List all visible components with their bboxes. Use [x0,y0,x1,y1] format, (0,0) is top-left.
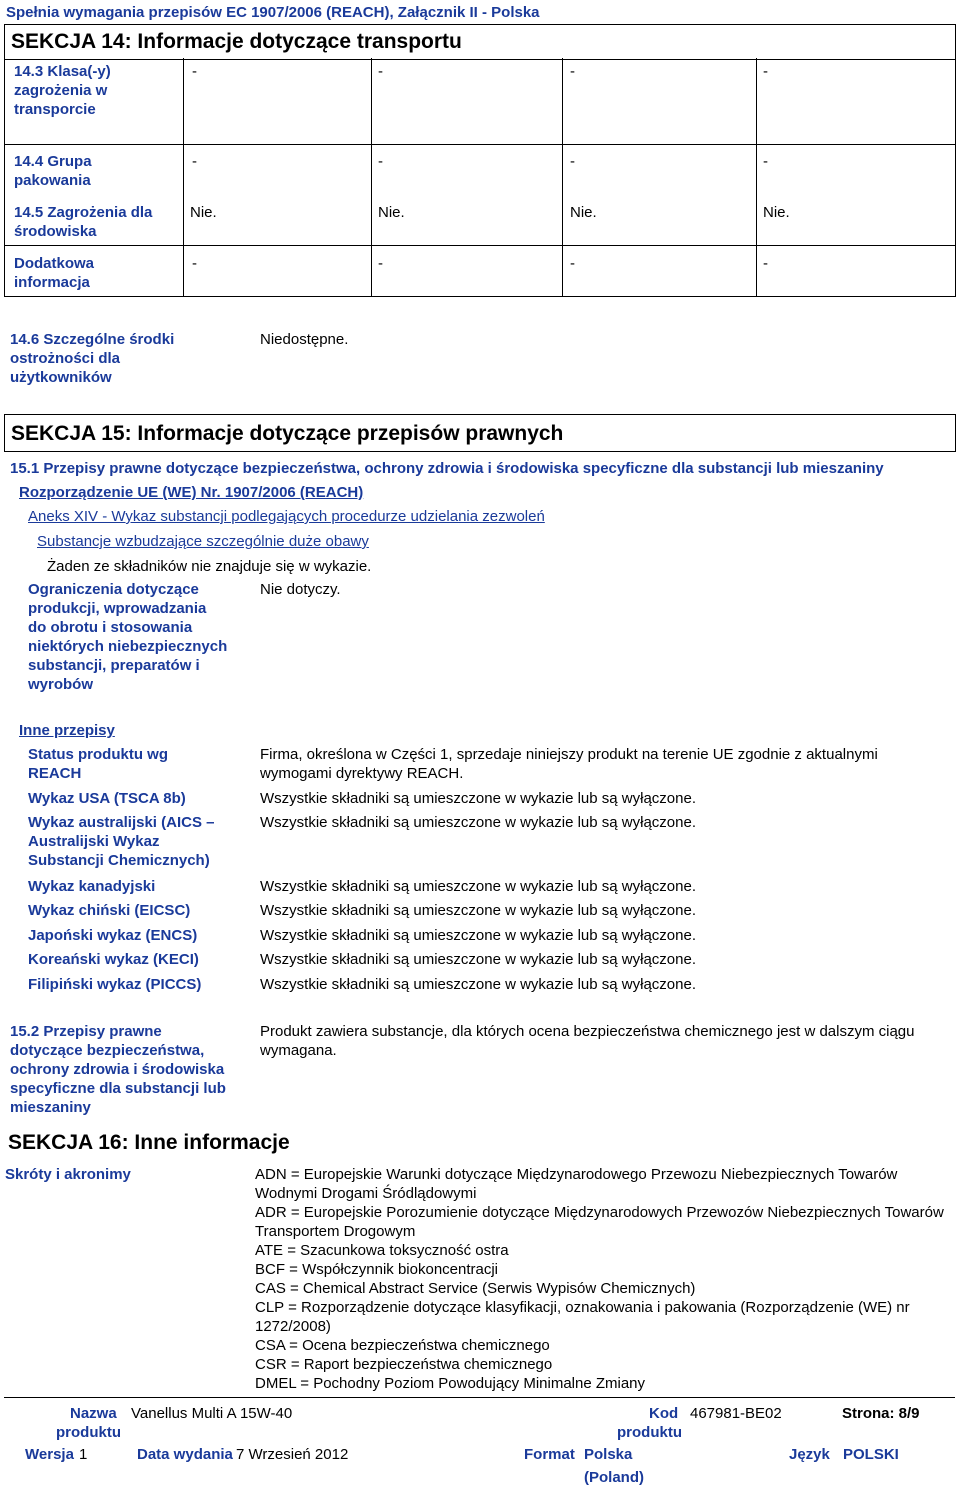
cell: - [192,153,197,170]
cell: - [570,255,575,272]
cell: - [192,63,197,80]
row-14-4-label: 14.4 Grupa pakowania [14,153,92,189]
philippines-label: Filipiński wykaz (PICCS) [28,976,202,993]
footer-product-name: Vanellus Multi A 15W-40 [131,1405,293,1422]
korea-label: Koreański wykaz (KECI) [28,951,199,968]
restrictions-label: Ograniczenia dotyczące produkcji, wprowadzania do obrotu i stosowania niektórych niebezpiecznych substancji, preparatów i wyrobów [28,581,228,693]
china-label: Wykaz chiński (EICSC) [28,902,191,919]
cell: - [763,255,768,272]
abbr-item: CSA = Ocena bezpieczeństwa chemicznego [255,1337,550,1354]
footer-product-code: 467981-BE02 [690,1405,782,1422]
row-additional-label: Dodatkowa informacja [14,255,95,291]
row-14-3-label: 14.3 Klasa(-y) zagrożenia w transporcie [14,63,111,118]
cell: - [378,63,383,80]
footer-name-label-2: produktu [56,1424,121,1441]
cell: - [192,255,197,272]
section-15-2-label: 15.2 Przepisy prawne dotyczące bezpieczeństwa, ochrony zdrowia i środowiska specyficzne dla substancji lub mieszaniny [10,1023,226,1116]
cell: - [570,63,575,80]
abbr-item: ADN = Europejskie Warunki dotyczące Międzynarodowego Przewozu Niebezpiecznych Towarów Wodnymi Drogami Śródlądowymi [255,1166,898,1202]
cell: Nie. [378,204,405,221]
tsca-label: Wykaz USA (TSCA 8b) [28,790,186,807]
section-16-title: SEKCJA 16: Inne informacje [8,1131,290,1154]
footer-code-label-2: produktu [617,1424,682,1441]
restrictions-value: Nie dotyczy. [260,581,341,598]
footer-format-value-1: Polska [584,1446,633,1463]
japan-label: Japoński wykaz (ENCS) [28,927,198,944]
footer-date-label: Data wydania [137,1446,233,1463]
canada-value: Wszystkie składniki są umieszczone w wykazie lub są wyłączone. [260,878,696,895]
section-15-1-heading: 15.1 Przepisy prawne dotyczące bezpieczeństwa, ochrony zdrowia i środowiska specyficzne dla substancji lub mieszaniny [10,460,884,477]
reach-status-label: Status produktu wg REACH [28,746,168,782]
aics-label: Wykaz australijski (AICS – Australijski Wykaz Substancji Chemicznych) [28,814,215,869]
svhc-none: Żaden ze składników nie znajduje się w wykazie. [47,558,372,575]
cell: - [763,153,768,170]
abbr-item: CAS = Chemical Abstract Service (Serwis Wypisów Chemicznych) [255,1280,696,1297]
section-15-title-box [4,414,956,452]
footer-language-label: Język [789,1446,830,1463]
footer-version-value: 1 [79,1446,88,1463]
korea-value: Wszystkie składniki są umieszczone w wykazie lub są wyłączone. [260,951,696,968]
footer-format-value-2: (Poland) [584,1469,644,1486]
abbr-item: CLP = Rozporządzenie dotyczące klasyfikacji, oznakowania i pakowania (Rozporządzenie (WE) nr 1272/2008) [255,1299,910,1335]
svhc-heading: Substancje wzbudzające szczególnie duże obawy [37,533,369,550]
footer-divider [4,1397,955,1398]
cell: Nie. [570,204,597,221]
abbreviations-label: Skróty i akronimy [5,1166,131,1183]
philippines-value: Wszystkie składniki są umieszczone w wykazie lub są wyłączone. [260,976,696,993]
annex-xiv: Aneks XIV - Wykaz substancji podlegających procedurze udzielania zezwoleń [28,508,545,525]
aics-value: Wszystkie składniki są umieszczone w wykazie lub są wyłączone. [260,814,696,831]
china-value: Wszystkie składniki są umieszczone w wykazie lub są wyłączone. [260,902,696,919]
abbr-item: ATE = Szacunkowa toksyczność ostra [255,1242,509,1259]
footer-code-label-1: Kod [649,1405,679,1422]
cell: Nie. [763,204,790,221]
row-14-6-label: 14.6 Szczególne środki ostrożności dla użytkowników [10,331,175,386]
row-14-6-value: Niedostępne. [260,331,349,348]
other-regulations: Inne przepisy [19,722,115,739]
abbr-item: CSR = Raport bezpieczeństwa chemicznego [255,1356,553,1373]
page-header: Spełnia wymagania przepisów EC 1907/2006 (REACH), Załącznik II - Polska [6,4,540,21]
section-15-title: SEKCJA 15: Informacje dotyczące przepisów prawnych [11,422,564,445]
reach-status-value: Firma, określona w Części 1, sprzedaje niniejszy produkt na terenie UE zgodnie z aktualnymi wymogami dyrektywy REACH. [260,746,878,782]
cell: - [378,153,383,170]
footer-version-label: Wersja [25,1446,74,1463]
reach-regulation: Rozporządzenie UE (WE) Nr. 1907/2006 (REACH) [19,484,364,501]
abbreviations-list [255,1165,950,1393]
canada-label: Wykaz kanadyjski [28,878,156,895]
row-14-5-label: 14.5 Zagrożenia dla środowiska [14,204,153,240]
section-14-title: SEKCJA 14: Informacje dotyczące transportu [11,30,462,53]
cell: Nie. [190,204,217,221]
cell: - [763,63,768,80]
section-14-title-box [4,24,956,60]
abbr-item: BCF = Współczynnik biokoncentracji [255,1261,499,1278]
abbr-item: ADR = Europejskie Porozumienie dotyczące Międzynarodowych Przewozów Niebezpiecznych Towarów Transportem Drogowym [255,1204,944,1240]
footer-date-value: 7 Wrzesień 2012 [236,1446,349,1463]
section-15-2-value: Produkt zawiera substancje, dla których ocena bezpieczeństwa chemicznego jest w dalszym ciągu wymagana. [260,1023,915,1059]
footer-page-number: Strona: 8/9 [842,1405,920,1422]
cell: - [378,255,383,272]
abbr-item: DMEL = Pochodny Poziom Powodujący Minimalne Zmiany [255,1375,646,1392]
cell: - [570,153,575,170]
footer-format-label: Format [524,1446,575,1463]
footer-language-value: POLSKI [843,1446,899,1463]
japan-value: Wszystkie składniki są umieszczone w wykazie lub są wyłączone. [260,927,696,944]
footer-name-label-1: Nazwa [70,1405,117,1422]
tsca-value: Wszystkie składniki są umieszczone w wykazie lub są wyłączone. [260,790,696,807]
